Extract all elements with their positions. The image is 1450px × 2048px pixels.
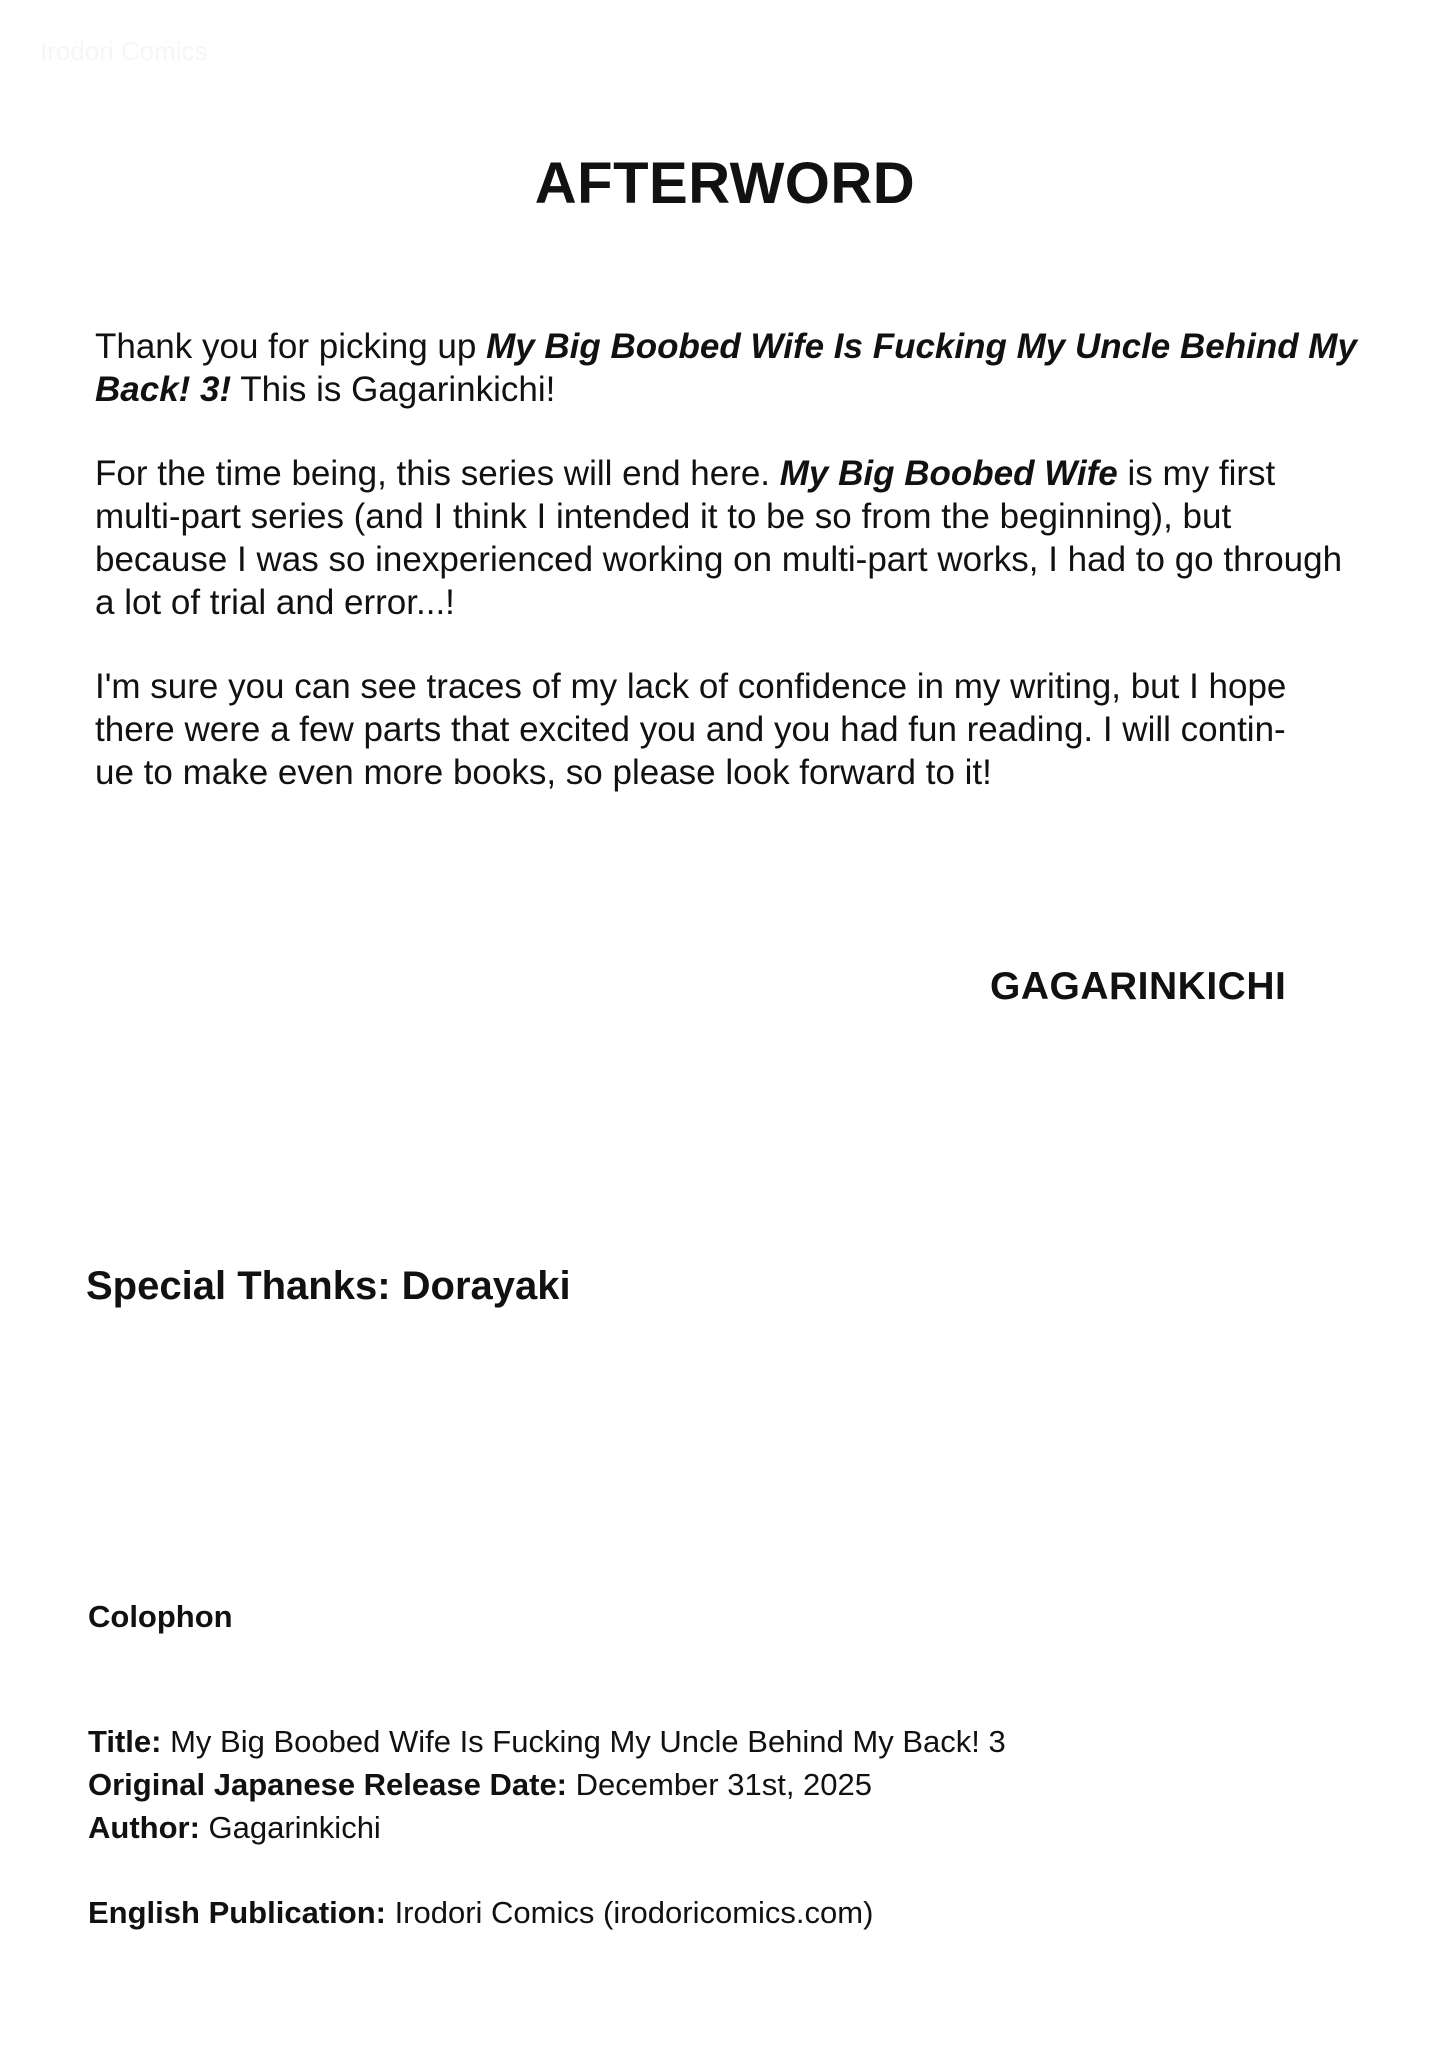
colophon-author-row xyxy=(88,1806,381,1849)
paragraph-text: This is Gagarinkichi! xyxy=(231,370,556,409)
colophon-release-date-row xyxy=(88,1763,872,1806)
colophon-value: December 31st, 2025 xyxy=(567,1767,873,1802)
colophon-label: Original Japanese Release Date: xyxy=(88,1767,568,1802)
paragraph-line: there were a few parts that excited you and you had fun reading. I will contin- xyxy=(95,710,1286,749)
colophon-value: Gagarinkichi xyxy=(199,1810,381,1845)
colophon-label: Author: xyxy=(88,1810,200,1845)
series-title-emphasis: My Big Boobed Wife xyxy=(779,454,1118,493)
afterword-paragraph-1 xyxy=(95,325,1365,411)
paragraph-text: For the time being, this series will end here. xyxy=(95,454,780,493)
colophon-value: My Big Boobed Wife Is Fucking My Uncle Behind My Back! 3 xyxy=(161,1724,1006,1759)
afterword-paragraph-3 xyxy=(95,665,1365,794)
book-title-emphasis: My Big Boobed Wife Is Fucking My Uncle Behind My Back! 3! xyxy=(95,327,1357,409)
paragraph-line: I'm sure you can see traces of my lack of confidence in my writing, but I hope xyxy=(95,667,1287,706)
watermark-text: Irodori Comics xyxy=(40,36,208,66)
afterword-paragraph-2 xyxy=(95,452,1365,624)
paragraph-line: ue to make even more books, so please look forward to it! xyxy=(95,753,992,792)
colophon-title-row xyxy=(88,1720,1006,1763)
colophon-heading: Colophon xyxy=(88,1599,233,1634)
colophon-label: English Publication: xyxy=(88,1895,386,1930)
paragraph-text: is my first multi-part series (and I think I intended it to be so from the beginning), but because I was so inexperienced working on multi-part works, I had to go through a lot of trial and error...! xyxy=(95,454,1343,622)
special-thanks: Special Thanks: Dorayaki xyxy=(86,1264,571,1308)
colophon-value: Irodori Comics (irodoricomics.com) xyxy=(385,1895,874,1930)
colophon-label: Title: xyxy=(88,1724,162,1759)
colophon-publication-row xyxy=(88,1891,873,1934)
author-signature: GAGARINKICHI xyxy=(990,965,1287,1008)
paragraph-text: Thank you for picking up xyxy=(95,327,487,366)
page-title: AFTERWORD xyxy=(534,151,916,216)
